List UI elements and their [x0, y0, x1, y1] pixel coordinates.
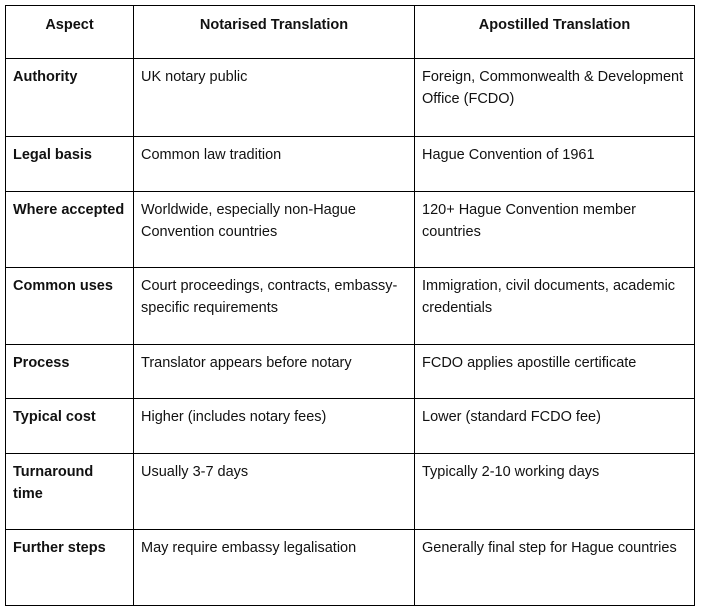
comparison-table — [5, 5, 695, 606]
comparison-table-container — [5, 5, 695, 606]
apostilled-cell: Typically 2-10 working days — [415, 454, 695, 530]
notarised-cell: Common law tradition — [134, 137, 415, 192]
aspect-cell: Where accepted — [6, 192, 134, 268]
table-row — [6, 345, 695, 399]
table-row — [6, 530, 695, 606]
aspect-cell: Legal basis — [6, 137, 134, 192]
aspect-cell: Authority — [6, 59, 134, 137]
aspect-cell: Turnaround time — [6, 454, 134, 530]
apostilled-cell: Immigration, civil documents, academic credentials — [415, 268, 695, 345]
notarised-cell: Higher (includes notary fees) — [134, 399, 415, 454]
table-row — [6, 137, 695, 192]
apostilled-cell: Foreign, Commonwealth & Development Office (FCDO) — [415, 59, 695, 137]
notarised-cell: May require embassy legalisation — [134, 530, 415, 606]
table-row — [6, 268, 695, 345]
apostilled-cell: Hague Convention of 1961 — [415, 137, 695, 192]
notarised-cell: Translator appears before notary — [134, 345, 415, 399]
notarised-cell: Usually 3-7 days — [134, 454, 415, 530]
table-header-row — [6, 6, 695, 59]
header-notarised: Notarised Translation — [134, 6, 415, 59]
table-row — [6, 454, 695, 530]
aspect-cell: Typical cost — [6, 399, 134, 454]
aspect-cell: Further steps — [6, 530, 134, 606]
table-row — [6, 399, 695, 454]
header-aspect: Aspect — [6, 6, 134, 59]
table-row — [6, 192, 695, 268]
apostilled-cell: 120+ Hague Convention member countries — [415, 192, 695, 268]
aspect-cell: Common uses — [6, 268, 134, 345]
header-apostilled: Apostilled Translation — [415, 6, 695, 59]
table-row — [6, 59, 695, 137]
notarised-cell: UK notary public — [134, 59, 415, 137]
apostilled-cell: Generally final step for Hague countries — [415, 530, 695, 606]
notarised-cell: Worldwide, especially non-Hague Convention countries — [134, 192, 415, 268]
aspect-cell: Process — [6, 345, 134, 399]
apostilled-cell: FCDO applies apostille certificate — [415, 345, 695, 399]
apostilled-cell: Lower (standard FCDO fee) — [415, 399, 695, 454]
notarised-cell: Court proceedings, contracts, embassy-specific requirements — [134, 268, 415, 345]
